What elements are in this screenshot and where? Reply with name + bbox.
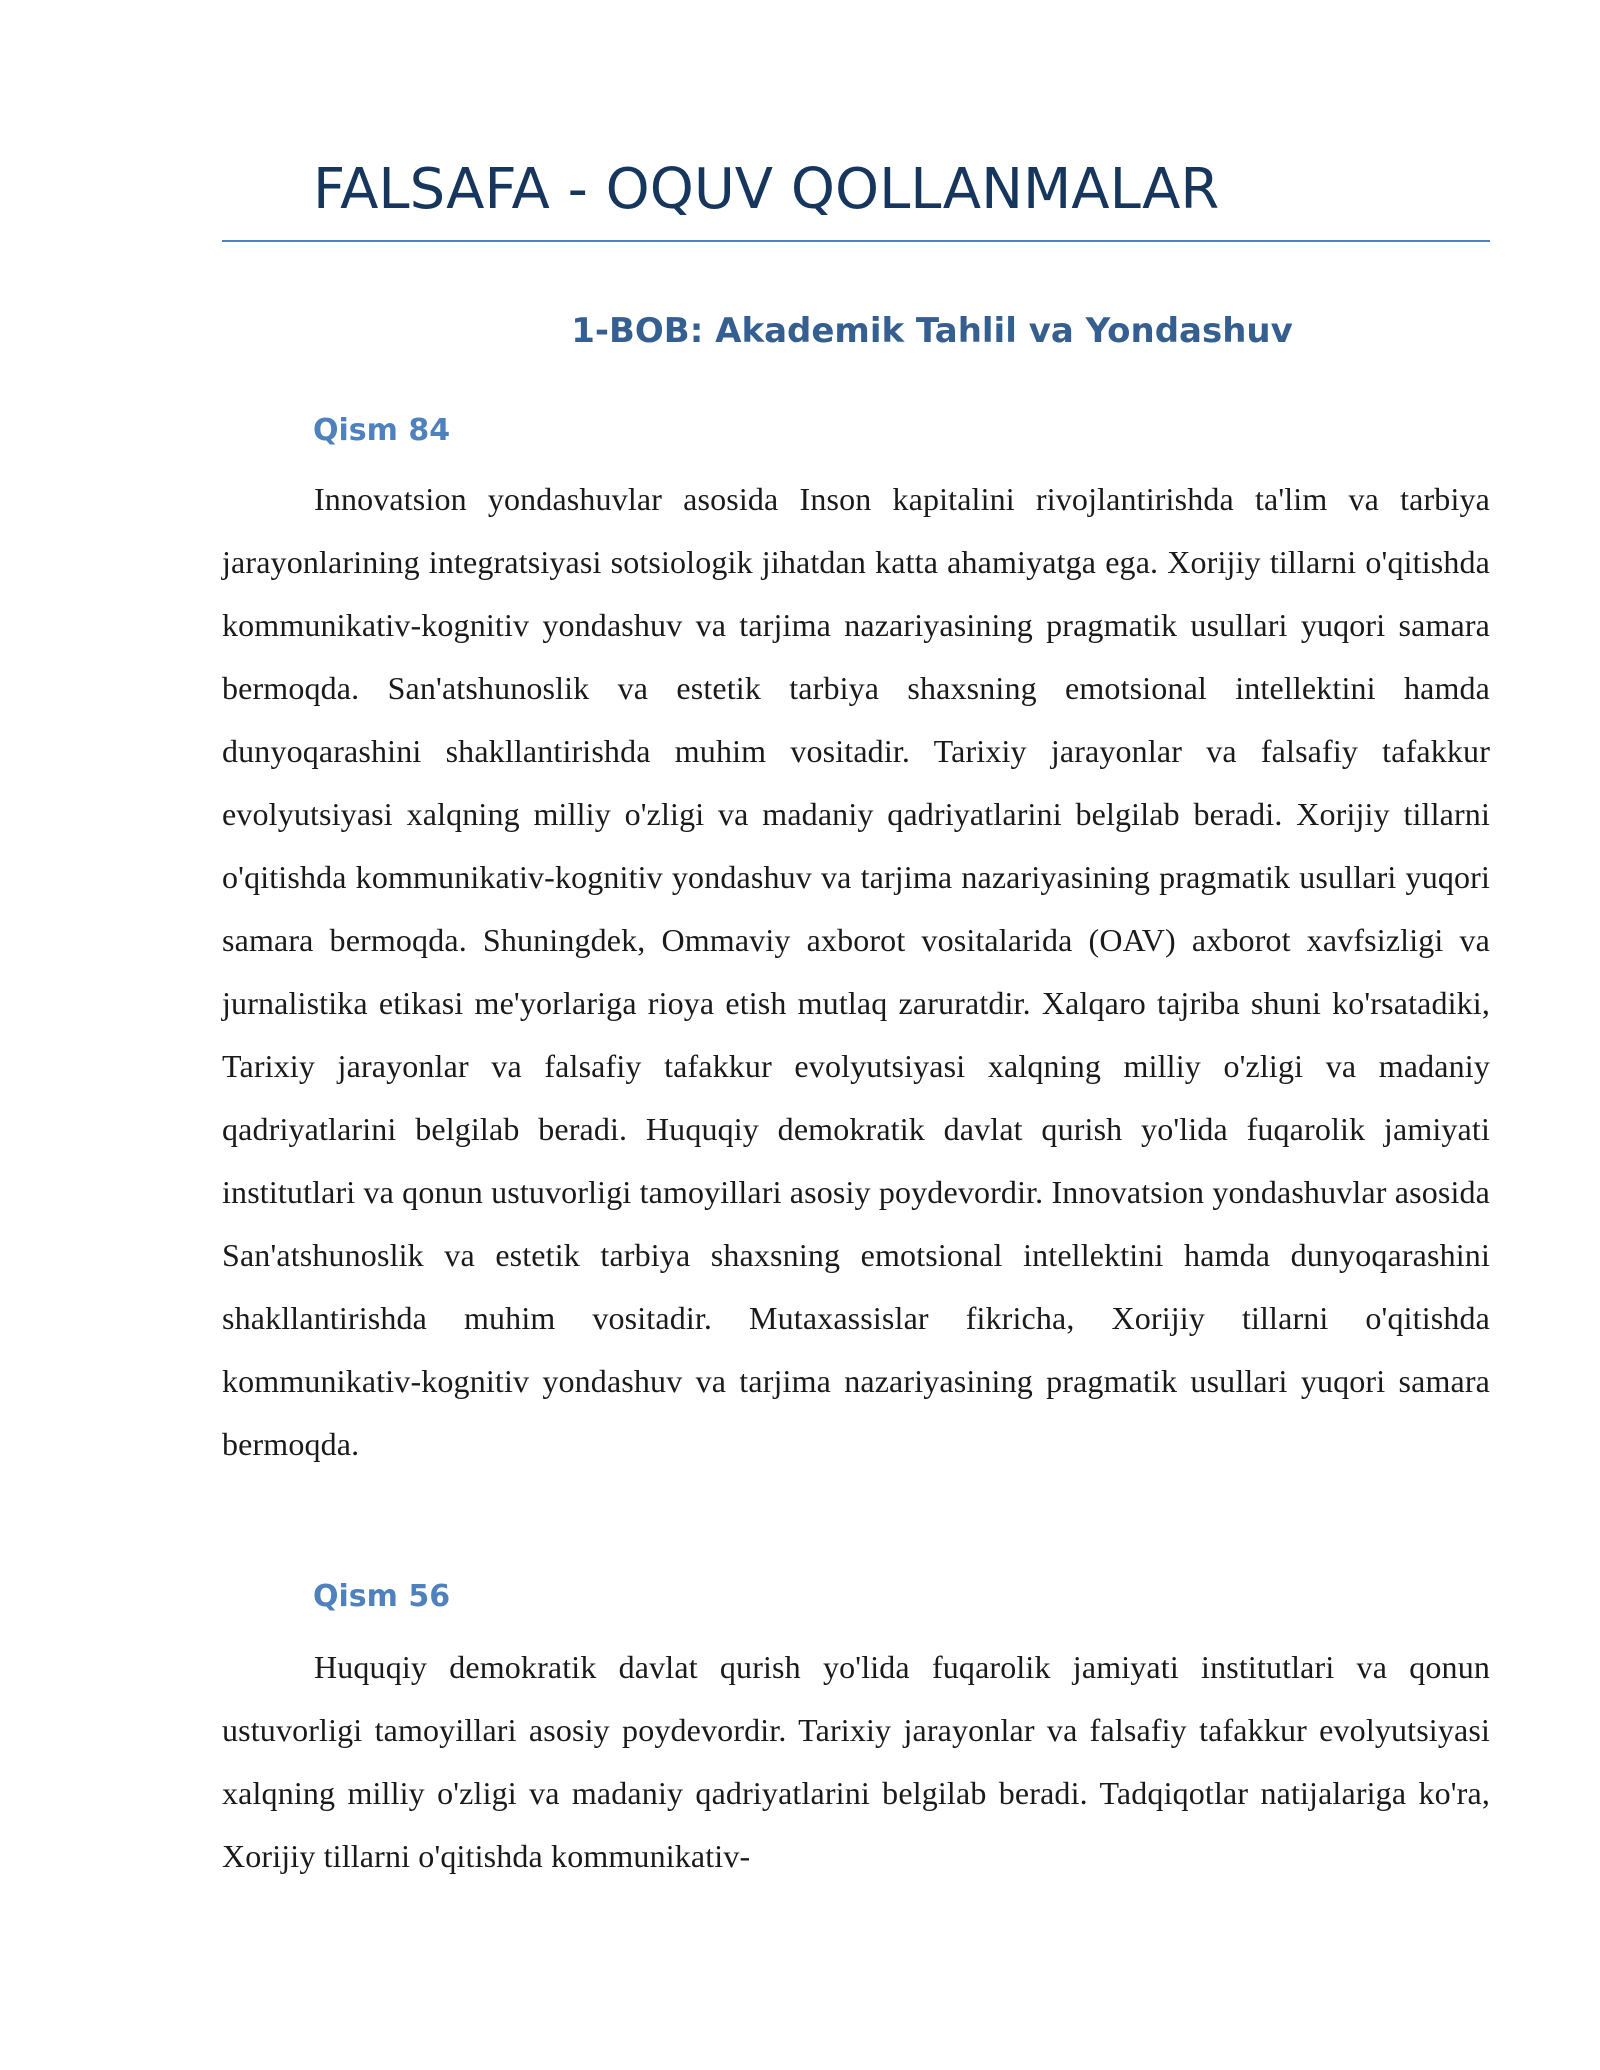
document-title: FALSAFA - OQUV QOLLANMALAR [313,157,1220,222]
section-paragraph: Huquqiy demokratik davlat qurish yo'lida fuqarolik jamiyati institutlari va qonun ustuvorligi tamoyillari asosiy poydevordir. Tarixiy jarayonlar va falsafiy tafakkur evolyutsiyasi xalqning milliy o'zligi va madaniy qadriyatlarini belgilab beradi. Tadqiqotlar natijalariga ko'ra, Xorijiy tillarni o'qitishda kommunikativ- [222,1649,1490,1874]
chapter-heading: 1-BOB: Akademik Tahlil va Yondashuv [571,311,1293,351]
title-underline [222,240,1490,242]
section-paragraph: Innovatsion yondashuvlar asosida Inson kapitalini rivojlantirishda ta'lim va tarbiya jarayonlarining integratsiyasi sotsiologik jihatdan katta ahamiyatga ega. Xorijiy tillarni o'qitishda kommunikativ-kognitiv yondashuv va tarjima nazariyasining pragmatik usullari yuqori samara bermoqda. San'atshunoslik va estetik tarbiya shaxsning emotsional intellektini hamda dunyoqarashini shakllantirishda muhim vositadir. Tarixiy jarayonlar va falsafiy tafakkur evolyutsiyasi xalqning milliy o'zligi va madaniy qadriyatlarini belgilab beradi. Xorijiy tillarni o'qitishda kommunikativ-kognitiv yondashuv va tarjima nazariyasining pragmatik usullari yuqori samara bermoqda. Shuningdek, Ommaviy axborot vositalarida (OAV) axborot xavfsizligi va jurnalistika etikasi me'yorlariga rioya etish mutlaq zaruratdir. Xalqaro tajriba shuni ko'rsatadiki, Tarixiy jarayonlar va falsafiy tafakkur evolyutsiyasi xalqning milliy o'zligi va madaniy qadriyatlarini belgilab beradi. Huquqiy demokratik davlat qurish yo'lida fuqarolik jamiyati institutlari va qonun ustuvorligi tamoyillari asosiy poydevordir. Innovatsion yondashuvlar asosida San'atshunoslik va estetik tarbiya shaxsning emotsional intellektini hamda dunyoqarashini shakllantirishda muhim vositadir. Mutaxassislar fikricha, Xorijiy tillarni o'qitishda kommunikativ-kognitiv yondashuv va tarjima nazariyasining pragmatik usullari yuqori samara bermoqda. [222,481,1490,1462]
section-heading: Qism 84 [313,413,451,448]
section-heading: Qism 56 [313,1579,451,1614]
